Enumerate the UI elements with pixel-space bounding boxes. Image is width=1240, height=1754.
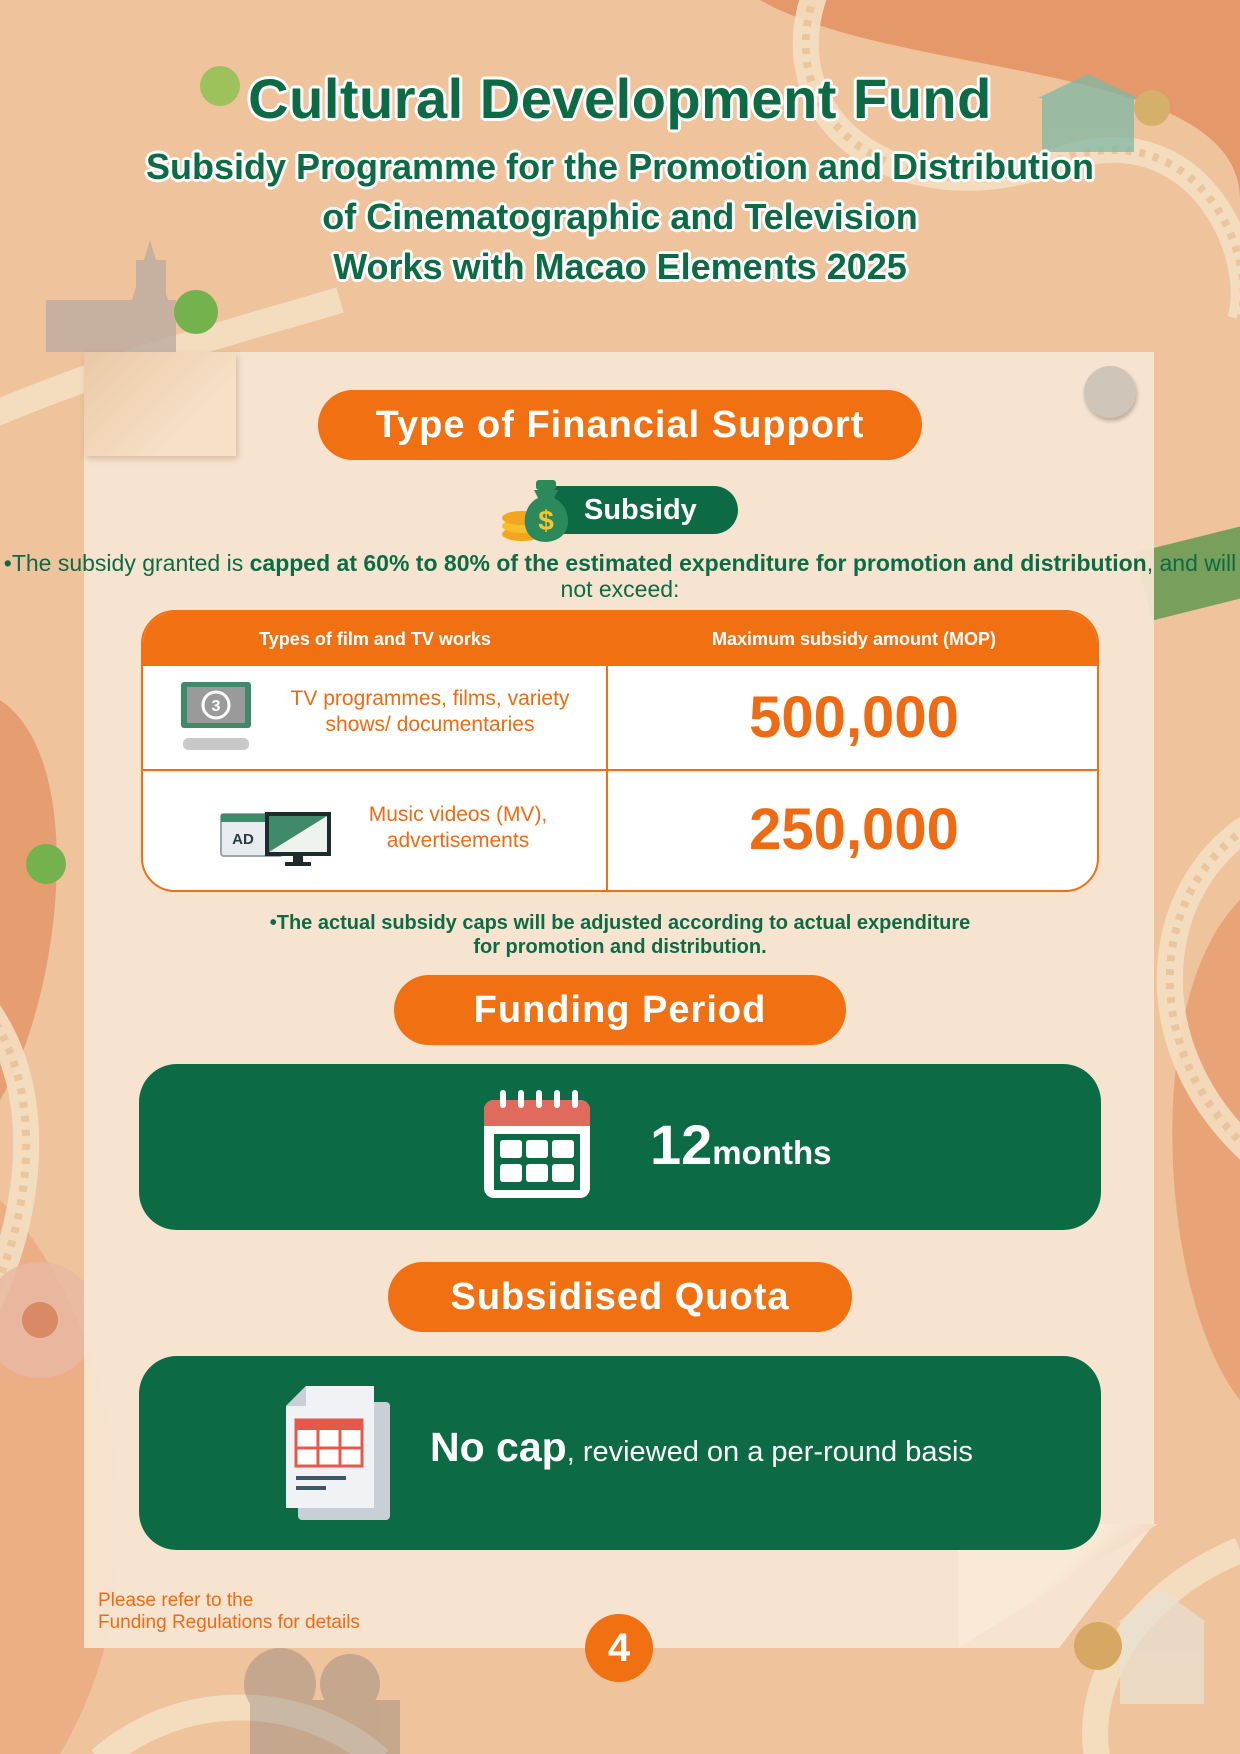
section-heading-funding-period: Funding Period xyxy=(394,975,846,1045)
table-header-type: Types of film and TV works xyxy=(259,629,491,649)
subsidised-quota-value: No cap, reviewed on a per-round basis xyxy=(430,1424,973,1470)
document-icon xyxy=(284,1384,396,1524)
subsidy-cap-note: •The subsidy granted is capped at 60% to 80% of the estimated expenditure for promotion and distribution, and will not exceed: xyxy=(3,550,1237,602)
section-heading-financial-support: Type of Financial Support xyxy=(318,390,922,460)
subsidy-tag: Subsidy xyxy=(548,486,738,534)
svg-text:3: 3 xyxy=(211,698,221,715)
subsidy-adjustment-note: •The actual subsidy caps will be adjusted according to actual expenditure for promotion and distribution. xyxy=(269,912,971,958)
svg-text:$: $ xyxy=(538,505,554,536)
page-subtitle-line-3: Works with Macao Elements 2025 xyxy=(333,246,907,287)
page-subtitle-line-2: of Cinematographic and Television xyxy=(322,196,918,237)
paper-corner-fold xyxy=(84,352,236,456)
table-divider-horizontal xyxy=(143,769,1099,771)
subsidy-table xyxy=(141,610,1099,892)
table-row-amount-2: 250,000 xyxy=(749,797,959,862)
funding-period-card xyxy=(139,1064,1101,1230)
svg-text:AD: AD xyxy=(232,831,254,848)
money-bag-icon xyxy=(500,472,582,546)
section-heading-subsidised-quota: Subsidised Quota xyxy=(388,1262,852,1332)
refer-to-regulations-note: Please refer to the Funding Regulations for details xyxy=(98,1590,360,1633)
pin-icon xyxy=(1084,366,1136,418)
page-number: 4 xyxy=(585,1614,653,1682)
table-row-type-2: Music videos (MV), advertisements xyxy=(368,803,548,852)
table-row-amount-1: 500,000 xyxy=(749,685,959,750)
calendar-icon xyxy=(480,1088,594,1202)
page-title: Cultural Development Fund xyxy=(248,67,992,130)
table-header-amount: Maximum subsidy amount (MOP) xyxy=(711,629,997,649)
ad-screen-icon xyxy=(219,808,337,866)
funding-period-value: 12months xyxy=(650,1113,832,1176)
tv-icon xyxy=(177,678,255,754)
table-row-type-1: TV programmes, films, variety shows/ documentaries xyxy=(290,687,570,736)
page-subtitle-line-1: Subsidy Programme for the Promotion and Distribution xyxy=(145,146,1095,187)
